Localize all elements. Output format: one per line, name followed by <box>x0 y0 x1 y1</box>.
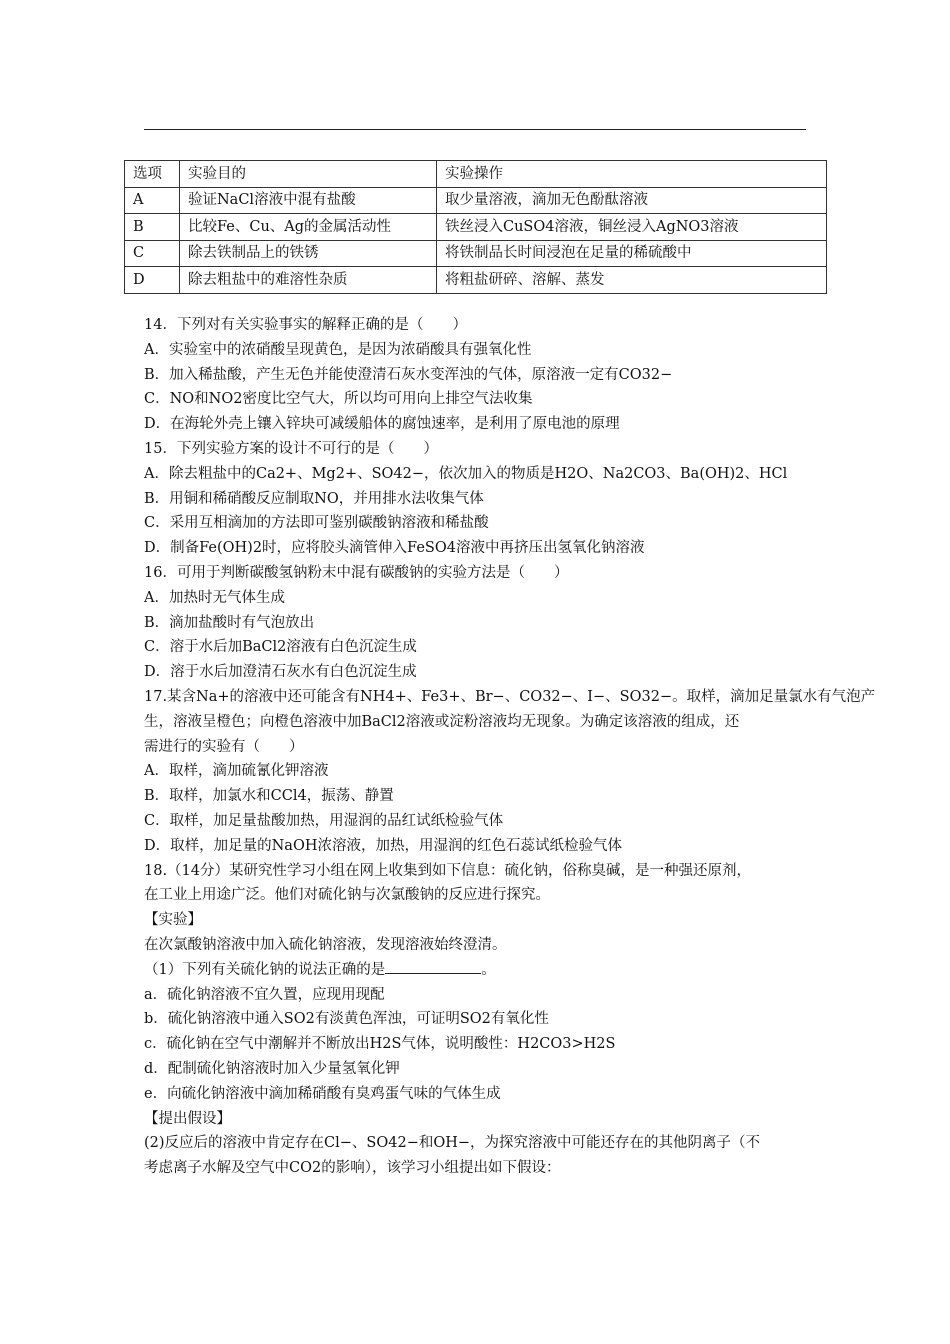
q18-option-b: b．硫化钠溶液中通入SO2有淡黄色浑浊，可证明SO2有氧化性 <box>144 1011 549 1028</box>
q14-stem: 14．下列对有关实验事实的解释正确的是（ ） <box>144 317 467 333</box>
q18-sub1-end: 。 <box>481 961 496 978</box>
q17-stem-line: 17.某含Na+的溶液中还可能含有NH4+、Fe3+、Br−、CO32−、I−、SO32−。取样，滴加足量氯水有气泡产 <box>144 688 876 705</box>
table-row <box>125 267 827 294</box>
q18-sub2-line: 考虑离子水解及空气中CO2的影响），该学习小组提出如下假设： <box>144 1160 561 1177</box>
q16-option-b: B．滴加盐酸时有气泡放出 <box>144 614 315 631</box>
q16-option-c: C．溶于水后加BaCl2溶液有白色沉淀生成 <box>144 639 417 656</box>
table-row <box>125 187 827 214</box>
table-cell: A <box>125 187 180 214</box>
table-header-row <box>125 161 827 188</box>
questions <box>144 313 876 1181</box>
q18-option-a: a．硫化钠溶液不宜久置，应现用现配 <box>144 986 385 1003</box>
header-rule <box>144 129 806 130</box>
q15-stem: 15．下列实验方案的设计不可行的是（ ） <box>144 440 438 457</box>
table-cell: 将铁制品长时间浸泡在足量的稀硫酸中 <box>437 240 827 267</box>
q18-sub2-line: (2)反应后的溶液中肯定存在Cl−、SO42−和OH−，为探究溶液中可能还存在的其他阴离子（不 <box>144 1135 761 1152</box>
q17-option-b: B．取样，加氯水和CCl4，振荡、静置 <box>144 788 394 805</box>
q18-sub1-text: （1）下列有关硫化钠的说法正确的是 <box>144 961 386 978</box>
table-cell: 比较Fe、Cu、Ag的金属活动性 <box>180 214 437 241</box>
table-cell: 验证NaCl溶液中混有盐酸 <box>180 187 437 214</box>
table-cell: 铁丝浸入CuSO4溶液，铜丝浸入AgNO3溶液 <box>437 214 827 241</box>
table-row <box>125 240 827 267</box>
table-cell: 取少量溶液，滴加无色酚酞溶液 <box>437 187 827 214</box>
table-cell: 将粗盐研碎、溶解、蒸发 <box>437 267 827 294</box>
q16-option-d: D．溶于水后加澄清石灰水有白色沉淀生成 <box>144 664 417 681</box>
q18-intro-line: 在工业上用途广泛。他们对硫化钠与次氯酸钠的反应进行探究。 <box>144 887 550 904</box>
q18-experiment-text: 在次氯酸钠溶液中加入硫化钠溶液，发现溶液始终澄清。 <box>144 936 507 953</box>
q15-option-a: A．除去粗盐中的Ca2+、Mg2+、SO42−，依次加入的物质是H2O、Na2CO3、Ba(OH)2、HCl <box>144 465 788 482</box>
q17-option-a: A．取样，滴加硫氰化钾溶液 <box>144 763 329 780</box>
table-cell: 除去铁制品上的铁锈 <box>180 240 437 267</box>
q18-option-c: c．硫化钠在空气中潮解并不断放出H2S气体，说明酸性：H2CO3>H2S <box>144 1036 616 1053</box>
q18-heading-experiment: 【实验】 <box>144 912 202 929</box>
answer-blank[interactable] <box>385 958 481 974</box>
q17-stem-line: 需进行的实验有（ ） <box>144 738 304 755</box>
q15-option-b: B．用铜和稀硝酸反应制取NO，并用排水法收集气体 <box>144 490 484 507</box>
table-cell: D <box>125 267 180 294</box>
table-row <box>125 214 827 241</box>
q18-sub1 <box>144 958 810 983</box>
table-cell: 除去粗盐中的难溶性杂质 <box>180 267 437 294</box>
q17-option-d: D．取样，加足量的NaOH浓溶液，加热，用湿润的红色石蕊试纸检验气体 <box>144 837 622 854</box>
experiment-table <box>124 160 827 294</box>
q14-option-a: A．实验室中的浓硝酸呈现黄色，是因为浓硝酸具有强氧化性 <box>144 341 532 358</box>
q16-option-a: A．加热时无气体生成 <box>144 589 285 606</box>
q14-option-c: C．NO和NO2密度比空气大，所以均可用向上排空气法收集 <box>144 391 533 408</box>
table-header-cell: 实验操作 <box>437 161 827 188</box>
q16-stem: 16．可用于判断碳酸氢钠粉末中混有碳酸钠的实验方法是（ ） <box>144 564 569 581</box>
table-header-cell: 选项 <box>125 161 180 188</box>
table-cell: B <box>125 214 180 241</box>
q18-intro-line: 18.（14分）某研究性学习小组在网上收集到如下信息：硫化钠，俗称臭碱，是一种强还原剂， <box>144 862 752 879</box>
q15-option-c: C．采用互相滴加的方法即可鉴别碳酸钠溶液和稀盐酸 <box>144 515 489 532</box>
q15-option-d: D．制备Fe(OH)2时，应将胶头滴管伸入FeSO4溶液中再挤压出氢氧化钠溶液 <box>144 540 645 557</box>
q18-heading-hypothesis: 【提出假设】 <box>144 1110 231 1127</box>
table-header-cell: 实验目的 <box>180 161 437 188</box>
q17-stem-line: 生，溶液呈橙色；向橙色溶液中加BaCl2溶液或淀粉溶液均无现象。为确定该溶液的组成，还 <box>144 713 740 730</box>
q18-option-e: e．向硫化钠溶液中滴加稀硝酸有臭鸡蛋气味的气体生成 <box>144 1085 501 1102</box>
q18-option-d: d．配制硫化钠溶液时加入少量氢氧化钾 <box>144 1060 400 1077</box>
q14-option-b: B．加入稀盐酸，产生无色并能使澄清石灰水变浑浊的气体，原溶液一定有CO32− <box>144 366 673 383</box>
q17-option-c: C．取样，加足量盐酸加热，用湿润的品红试纸检验气体 <box>144 812 504 829</box>
q14-option-d: D．在海轮外壳上镶入锌块可减缓船体的腐蚀速率，是利用了原电池的原理 <box>144 416 620 433</box>
table-cell: C <box>125 240 180 267</box>
